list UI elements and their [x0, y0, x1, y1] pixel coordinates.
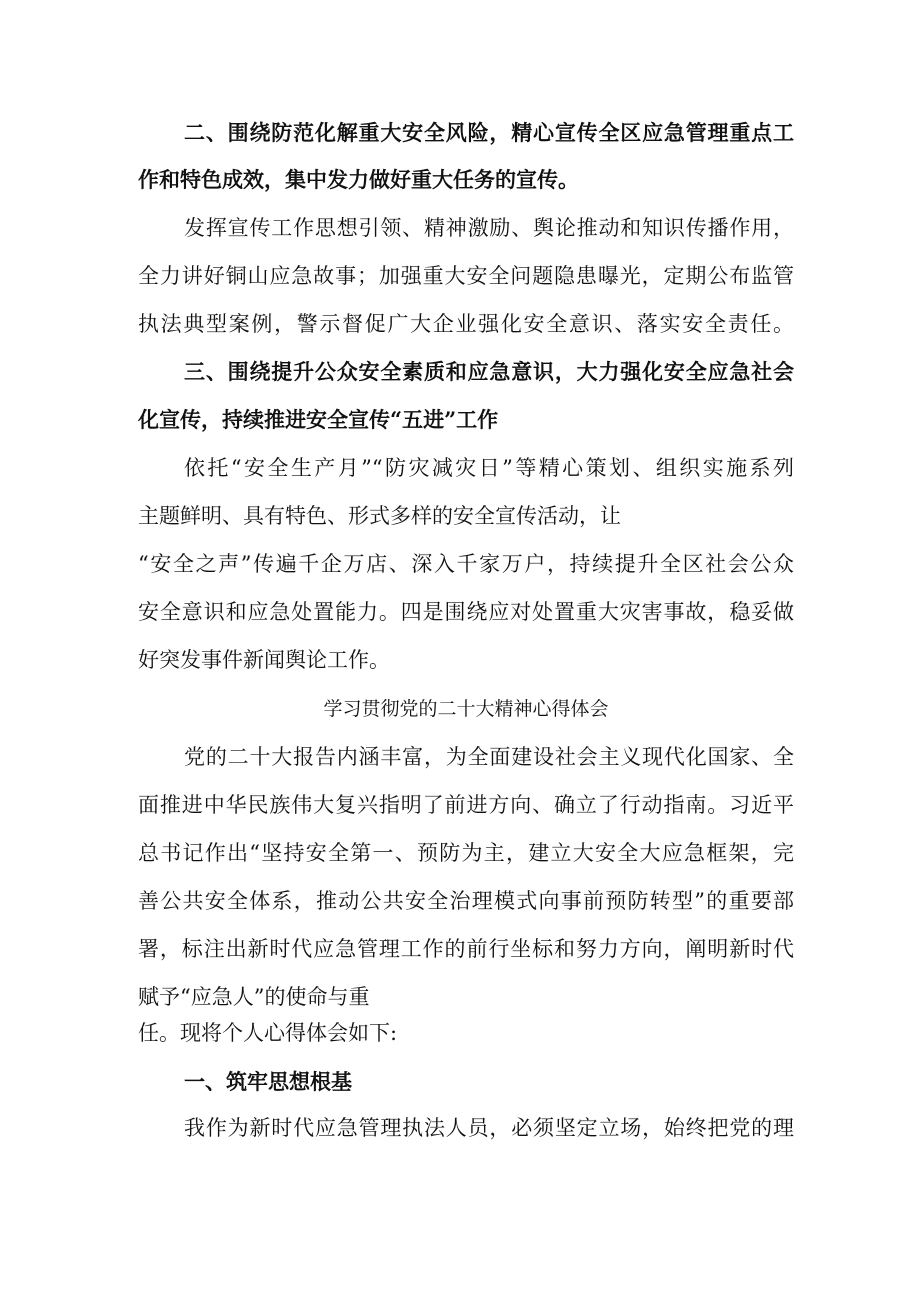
paragraph-line: 安全意识和应急处置能力。四是围绕应对处置重大灾害事故，稳妥做 — [138, 600, 794, 624]
paragraph-line: 好突发事件新闻舆论工作。 — [138, 648, 390, 672]
paragraph-line: 总书记作出“坚持安全第一、预防为主，建立大安全大应急框架，完 — [138, 841, 794, 865]
paragraph-line: 执法典型案例，警示督促广大企业强化安全意识、落实安全责任。 — [138, 312, 794, 336]
paragraph-line: 善公共安全体系，推动公共安全治理模式向事前预防转型”的重要部 — [138, 889, 794, 913]
paragraph-line: 依托“安全生产月”“防灾减灾日”等精心策划、组织实施系列 — [184, 456, 794, 480]
paragraph-line: 赋予“应急人”的使命与重 — [138, 985, 370, 1009]
section-heading-line: 作和特色成效，集中发力做好重大任务的宣传。 — [138, 167, 579, 192]
paragraph-line: “安全之声”传遍千企万店、深入千家万户，持续提升全区社会公众 — [138, 552, 794, 576]
paragraph-line: 面推进中华民族伟大复兴指明了前进方向、确立了行动指南。习近平 — [138, 793, 794, 817]
paragraph-line: 署，标注出新时代应急管理工作的前行坐标和努力方向，阐明新时代 — [138, 937, 794, 961]
section-heading-line: 二、围绕防范化解重大安全风险，精心宣传全区应急管理重点工 — [184, 120, 794, 145]
paragraph-line: 我作为新时代应急管理执法人员，必须坚定立场，始终把党的理 — [184, 1116, 794, 1140]
section-heading-line: 三、围绕提升公众安全素质和应急意识，大力强化安全应急社会 — [184, 359, 794, 384]
paragraph-line: 党的二十大报告内涵丰富，为全面建设社会主义现代化国家、全 — [184, 745, 794, 769]
paragraph-line: 全力讲好铜山应急故事；加强重大安全问题隐患曝光，定期公布监管 — [138, 264, 794, 288]
section-heading-line: 化宣传，持续推进安全宣传“五进”工作 — [138, 407, 499, 432]
paragraph-line: 发挥宣传工作思想引领、精神激励、舆论推动和知识传播作用， — [184, 216, 794, 240]
paragraph-line: 主题鲜明、具有特色、形式多样的安全宣传活动，让 — [138, 504, 621, 528]
subheading: 一、筑牢思想根基 — [184, 1069, 352, 1094]
paragraph-line: 任。现将个人心得体会如下: — [138, 1021, 398, 1045]
article-title: 学习贯彻党的二十大精神心得体会 — [323, 698, 609, 720]
